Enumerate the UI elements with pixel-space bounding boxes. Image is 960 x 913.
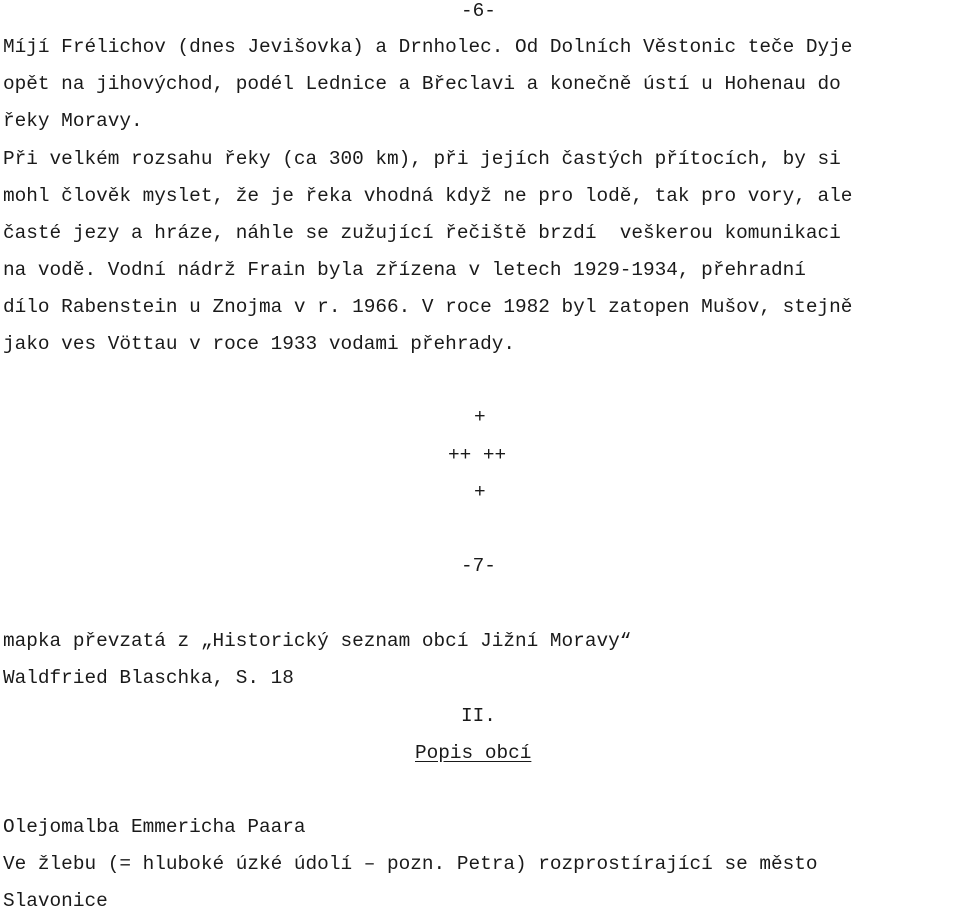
text-line: mohl člověk myslet, že je řeka vhodná když ne pro lodě, tak pro vory, ale bbox=[3, 185, 853, 207]
text-line: jako ves Vöttau v roce 1933 vodami přehrady. bbox=[3, 333, 515, 355]
ornament-middle: ++ ++ bbox=[448, 444, 507, 466]
page-number-middle: -7- bbox=[461, 555, 496, 577]
ornament-top: + bbox=[474, 406, 486, 428]
text-line: Olejomalba Emmericha Paara bbox=[3, 816, 306, 838]
text-line: dílo Rabenstein u Znojma v r. 1966. V roce 1982 byl zatopen Mušov, stejně bbox=[3, 296, 853, 318]
text-line: mapka převzatá z „Historický seznam obcí Jižní Moravy“ bbox=[3, 630, 632, 652]
page-number-top: -6- bbox=[461, 0, 496, 22]
text-line: řeky Moravy. bbox=[3, 110, 143, 132]
text-line: na vodě. Vodní nádrž Frain byla zřízena v letech 1929-1934, přehradní bbox=[3, 259, 806, 281]
ornament-bottom: + bbox=[474, 481, 486, 503]
text-line: Při velkém rozsahu řeky (ca 300 km), při jejích častých přítocích, by si bbox=[3, 148, 841, 170]
text-line: Ve žlebu (= hluboké úzké údolí – pozn. Petra) rozprostírající se město bbox=[3, 853, 818, 875]
text-line: časté jezy a hráze, náhle se zužující řečiště brzdí veškerou komunikaci bbox=[3, 222, 841, 244]
chapter-title: Popis obcí bbox=[415, 742, 532, 764]
text-line: Slavonice bbox=[3, 890, 108, 912]
chapter-number: II. bbox=[461, 705, 496, 727]
text-line: Míjí Frélichov (dnes Jevišovka) a Drnholec. Od Dolních Věstonic teče Dyje bbox=[3, 36, 853, 58]
text-line: opět na jihovýchod, podél Lednice a Břeclavi a konečně ústí u Hohenau do bbox=[3, 73, 841, 95]
text-line: Waldfried Blaschka, S. 18 bbox=[3, 667, 294, 689]
